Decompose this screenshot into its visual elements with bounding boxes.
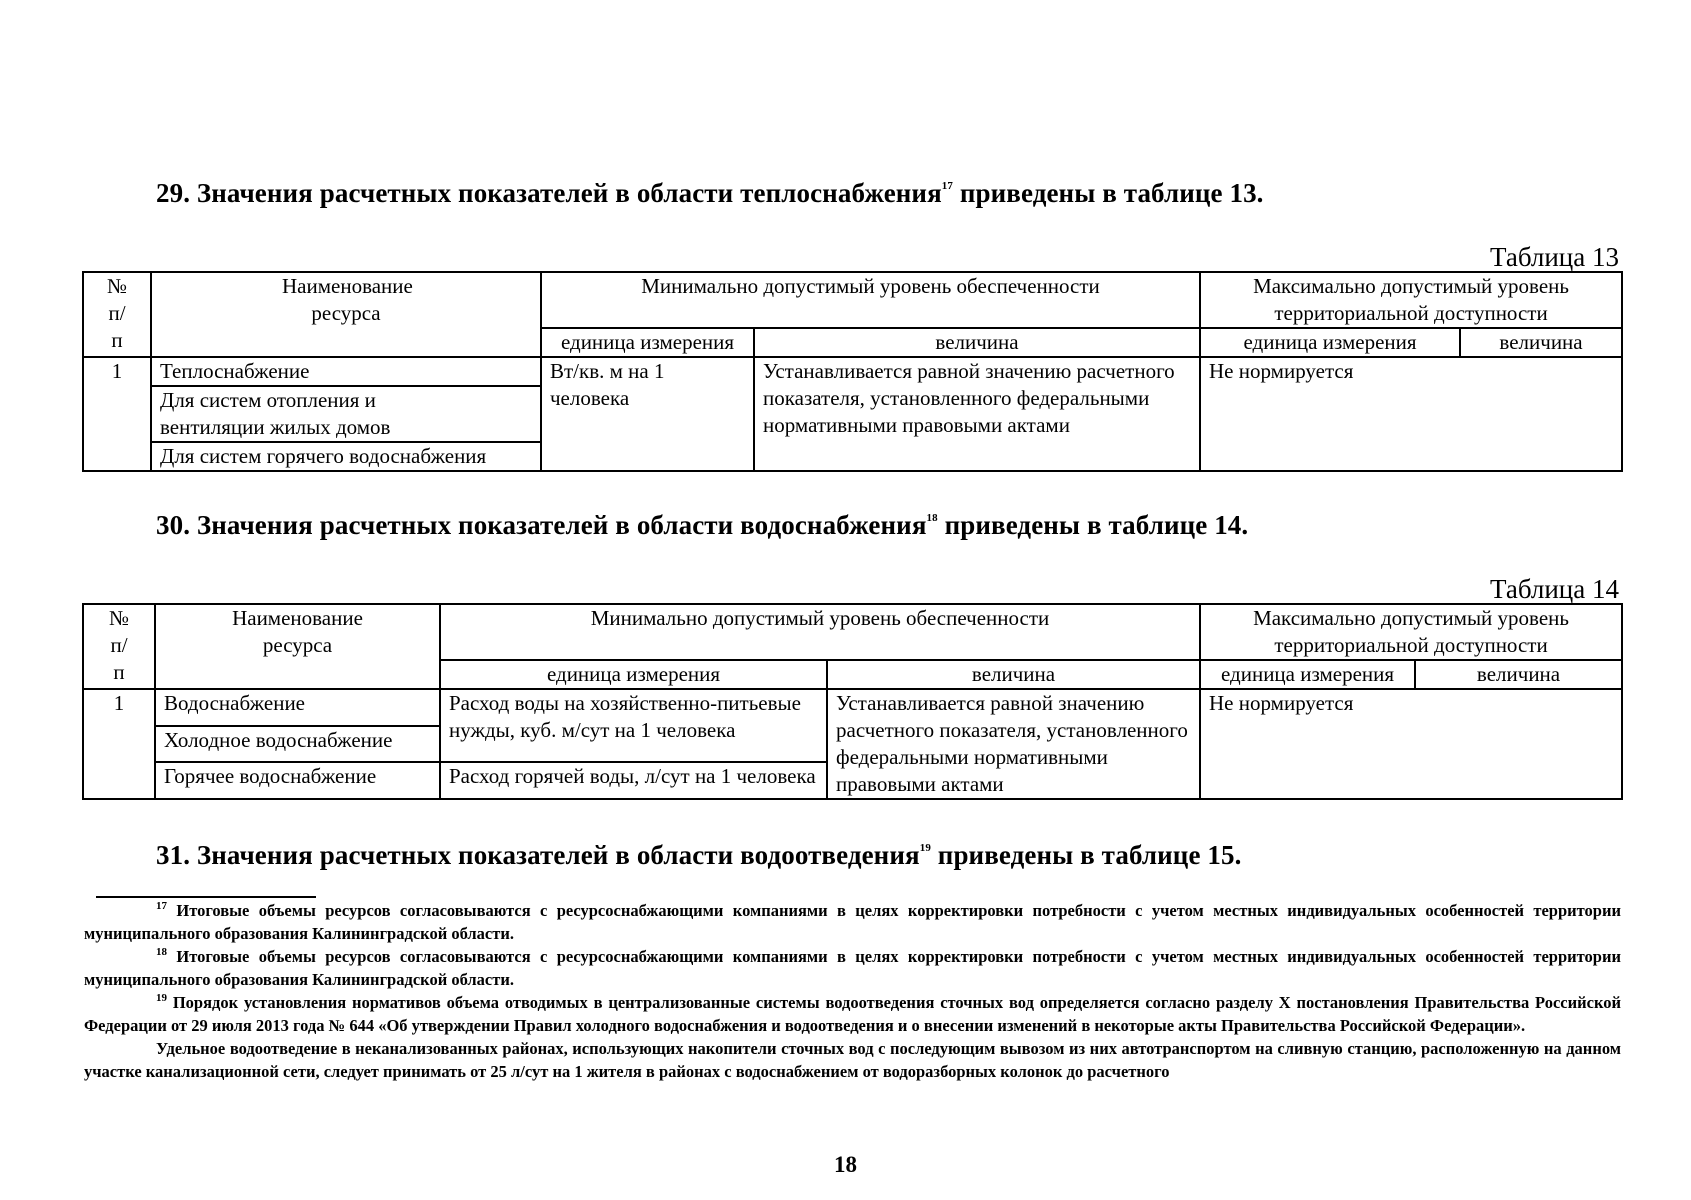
header-resource: Наименование ресурса xyxy=(151,272,541,357)
footnote-ref-17[interactable]: 17 xyxy=(941,180,953,192)
table-14-header-row xyxy=(83,604,1622,660)
header-max-value: величина xyxy=(1415,660,1622,689)
level-value: Устанавливается равной значению расчетного показателя, установленного федеральными нормативными правовыми актами xyxy=(754,357,1200,471)
unit-cold-water: Расход воды на хозяйственно-питьевые нужды, куб. м/сут на 1 человека xyxy=(440,689,827,762)
header-min-level: Минимально допустимый уровень обеспеченности xyxy=(541,272,1200,328)
unit-value: Вт/кв. м на 1 человека xyxy=(541,357,754,471)
row-num: 1 xyxy=(83,357,151,471)
resource-heat: Теплоснабжение xyxy=(151,357,541,386)
section-29-tail: приведены в таблице 13. xyxy=(959,178,1264,208)
row-num: 1 xyxy=(83,689,155,799)
resource-hot-water: Для систем горячего водоснабжения xyxy=(151,442,541,471)
footnote-17-text: Итоговые объемы ресурсов согласовываются с ресурсоснабжающими компаниями в целях корректировки потребности с учетом местных индивидуальных особенностей территории муниципального образования Калининградской области. xyxy=(84,901,1621,943)
footnote-18-mark: 18 xyxy=(156,946,167,958)
header-num: № п/п xyxy=(83,604,155,689)
header-max-level: Максимально допустимый уровень территориальной доступности xyxy=(1200,272,1622,328)
header-unit: единица измерения xyxy=(440,660,827,689)
resource-water: Водоснабжение xyxy=(155,689,440,726)
table-13 xyxy=(82,271,1623,472)
header-value: величина xyxy=(754,328,1200,357)
section-29-heading xyxy=(156,178,1264,209)
section-31-tail: приведены в таблице 15. xyxy=(937,840,1242,870)
section-31-text: Значения расчетных показателей в области водоотведения xyxy=(196,840,920,870)
page-number: 18 xyxy=(834,1152,857,1177)
table-13-header-row xyxy=(83,272,1622,328)
unit-hot-water: Расход горячей воды, л/сут на 1 человека xyxy=(440,762,827,799)
section-30-text: Значения расчетных показателей в области водоснабжения xyxy=(196,510,927,540)
table-13-caption: Таблица 13 xyxy=(1490,242,1619,272)
header-min-level: Минимально допустимый уровень обеспеченности xyxy=(440,604,1200,660)
footnote-separator xyxy=(96,896,316,898)
max-level-value: Не нормируется xyxy=(1200,689,1622,799)
header-max-level: Максимально допустимый уровень территориальной доступности xyxy=(1200,604,1622,660)
max-level-value: Не нормируется xyxy=(1200,357,1622,471)
table-row xyxy=(83,357,1622,386)
header-resource: Наименование ресурса xyxy=(155,604,440,689)
header-max-unit: единица измерения xyxy=(1200,660,1415,689)
header-max-unit: единица измерения xyxy=(1200,328,1460,357)
table-14-caption: Таблица 14 xyxy=(1490,574,1619,604)
footnote-18 xyxy=(84,945,1621,991)
footnote-ref-18[interactable]: 18 xyxy=(926,512,938,524)
resource-heating-ventilation: Для систем отопления и вентиляции жилых домов xyxy=(151,386,541,442)
header-max-value: величина xyxy=(1460,328,1622,357)
header-num: № п/п xyxy=(83,272,151,357)
section-31-heading xyxy=(156,840,1241,871)
section-30-heading xyxy=(156,510,1248,541)
resource-hot-water: Горячее водоснабжение xyxy=(155,762,440,799)
section-29-text: Значения расчетных показателей в области теплоснабжения xyxy=(196,178,942,208)
resource-cold-water: Холодное водоснабжение xyxy=(155,726,440,763)
level-value: Устанавливается равной значению расчетного показателя, установленного федеральными нормативными правовыми актами xyxy=(827,689,1200,799)
section-29-number: 29. xyxy=(156,178,191,208)
footnote-17-mark: 17 xyxy=(156,900,167,912)
footnote-19 xyxy=(84,991,1621,1037)
table-14 xyxy=(82,603,1623,800)
footnote-19-mark: 19 xyxy=(156,992,167,1004)
footnote-19-text: Порядок установления нормативов объема отводимых в централизованные системы водоотведения сточных вод определяется согласно разделу X постановления Правительства Российской Федерации от 29 июля 2013 года № 644 «Об утверждении Правил холодного водоснабжения и водоотведения и о внесении изменений в некоторые акты Правительства Российской Федерации». xyxy=(84,993,1622,1035)
footnotes xyxy=(84,899,1621,1083)
header-value: величина xyxy=(827,660,1200,689)
footnote-ref-19[interactable]: 19 xyxy=(919,842,931,854)
table-row xyxy=(83,689,1622,726)
footnote-extra: Удельное водоотведение в неканализованных районах, использующих накопители сточных вод с последующим вывозом из них автотранспортом на сливную станцию, расположенную на данном участке канализационной сети, следует принимать от 25 л/сут на 1 жителя в районах с водоснабжением от водоразборных колонок до расчетного xyxy=(84,1039,1621,1081)
section-30-tail: приведены в таблице 14. xyxy=(944,510,1249,540)
section-31-number: 31. xyxy=(156,840,191,870)
footnote-18-text: Итоговые объемы ресурсов согласовываются с ресурсоснабжающими компаниями в целях корректировки потребности с учетом местных индивидуальных особенностей территории муниципального образования Калининградской области. xyxy=(84,947,1621,989)
footnote-17 xyxy=(84,899,1621,945)
header-unit: единица измерения xyxy=(541,328,754,357)
section-30-number: 30. xyxy=(156,510,191,540)
